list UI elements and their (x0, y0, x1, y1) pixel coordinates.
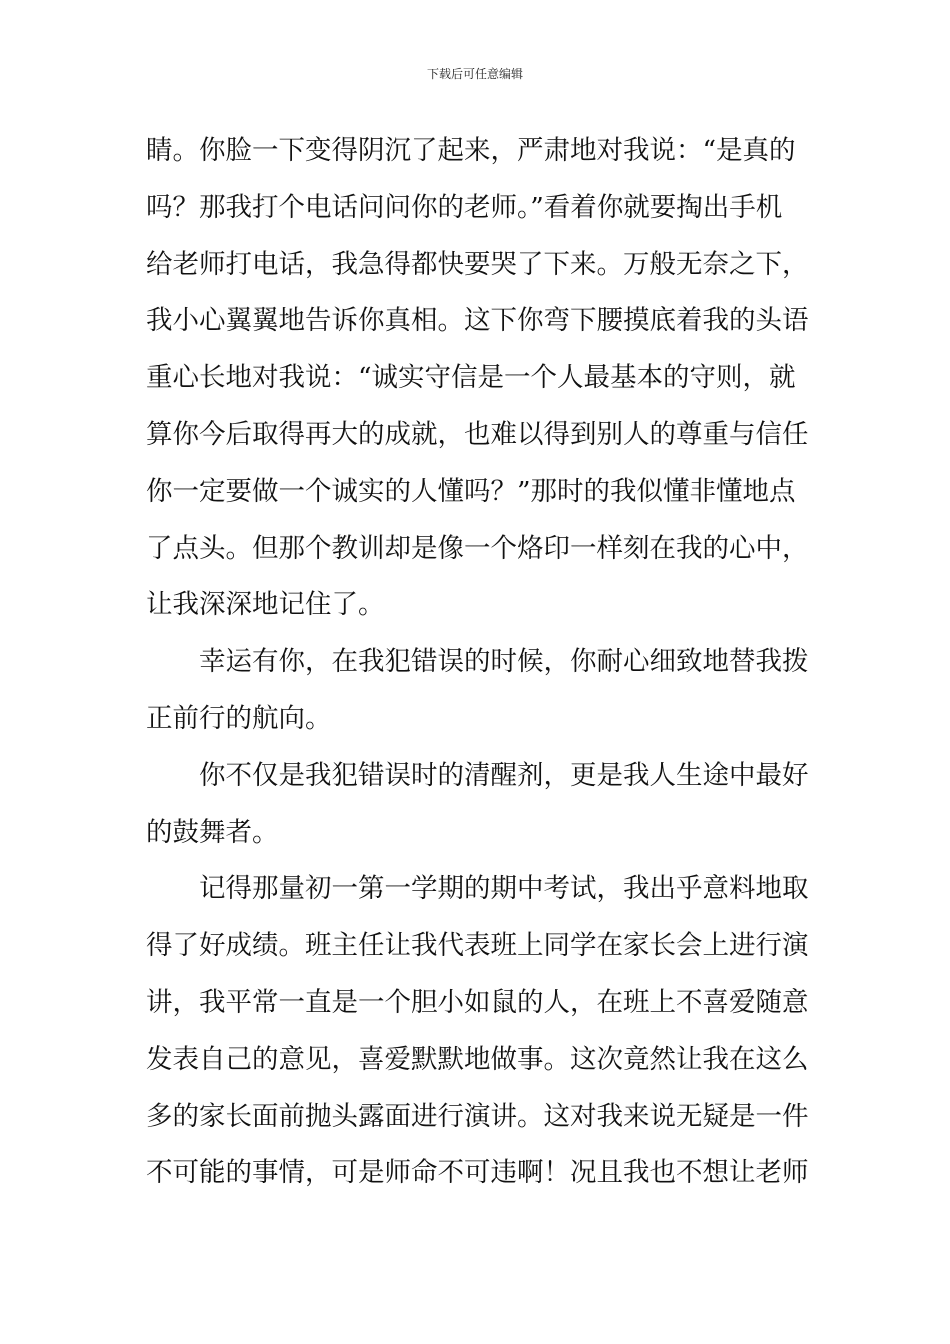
body-text (146, 123, 809, 1202)
page-header: 下载后可任意编辑 (426, 67, 523, 81)
paragraph-first-line: 记得那量初一第一学期的期中考试，我出乎意料地取 (199, 873, 809, 905)
text-line: 算你今后取得再大的成就，也难以得到别人的尊重与信任 (146, 418, 809, 450)
text-line: 给老师打电话，我急得都快要哭了下来。万般无奈之下， (146, 248, 809, 280)
text-line: 重心长地对我说：“诚实守信是一个人最基本的守则，就 (146, 362, 796, 394)
text-line: 不可能的事情，可是师命不可违啊！况且我也不想让老师 (146, 1157, 809, 1189)
text-line: 了点头。但那个教训却是像一个烙印一样刻在我的心中， (146, 532, 809, 564)
text-line: 发表自己的意见，喜爱默默地做事。这次竟然让我在这么 (146, 1043, 809, 1075)
text-line: 多的家长面前抛头露面进行演讲。这对我来说无疑是一件 (146, 1100, 809, 1132)
text-line: 我小心翼翼地告诉你真相。这下你弯下腰摸底着我的头语 (146, 305, 809, 337)
text-line: 正前行的航向。 (146, 702, 332, 734)
text-line: 吗？那我打个电话问问你的老师。”看着你就要掏出手机 (146, 191, 783, 223)
text-line: 得了好成绩。班主任让我代表班上同学在家长会上进行演 (146, 930, 809, 962)
paragraph-first-line: 你不仅是我犯错误时的清醒剂，更是我人生途中最好 (199, 759, 809, 791)
text-line: 的鼓舞者。 (146, 816, 279, 848)
paragraph-first-line: 幸运有你，在我犯错误的时候，你耐心细致地替我拨 (199, 646, 809, 678)
text-line: 讲，我平常一直是一个胆小如鼠的人，在班上不喜爱随意 (146, 986, 809, 1018)
text-line: 让我深深地记住了。 (146, 589, 385, 621)
text-line: 睛。你脸一下变得阴沉了起来，严肃地对我说：“是真的 (146, 135, 796, 166)
text-line: 你一定要做一个诚实的人懂吗？”那时的我似懂非懂地点 (146, 475, 796, 507)
